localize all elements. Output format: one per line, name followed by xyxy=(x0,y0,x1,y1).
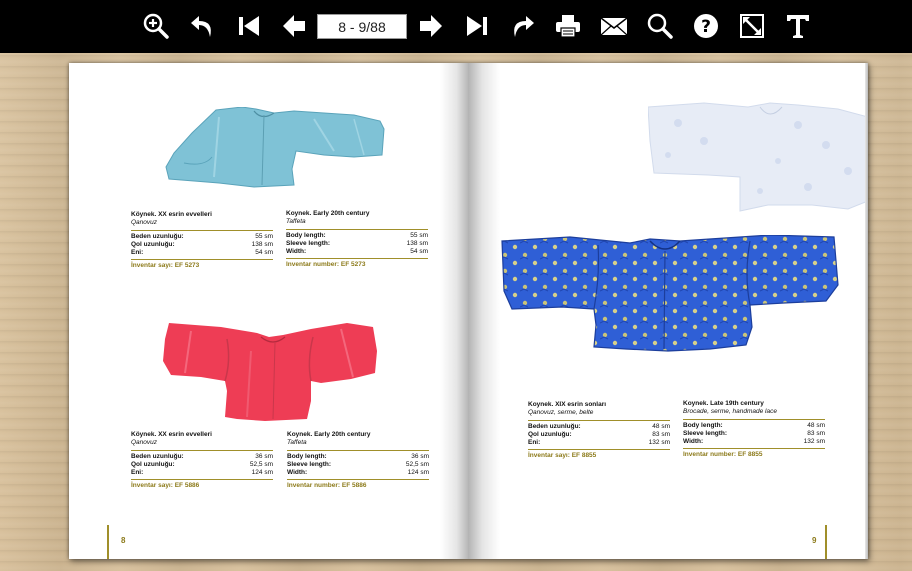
caption-title: Koynek. Early 20th century xyxy=(287,431,371,438)
page-number: 9 xyxy=(812,536,817,545)
zoom-in-button[interactable] xyxy=(139,9,173,43)
search-icon xyxy=(646,12,674,40)
caption-row: Eni: 124 sm xyxy=(131,469,273,476)
caption-subtitle: Taffeta xyxy=(286,218,306,225)
inventory-number: Inventar number: EF 5273 xyxy=(286,258,428,269)
caption-row: Beden uzunluğu: 36 sm xyxy=(131,453,273,460)
caption-subtitle: Qanovuz, serme, belte xyxy=(528,409,594,416)
right-page[interactable] xyxy=(468,63,868,559)
caption-item1-az xyxy=(131,211,273,270)
prev-page-button[interactable] xyxy=(277,9,311,43)
caption-row: Eni: 54 sm xyxy=(131,249,273,256)
first-page-button[interactable] xyxy=(232,9,266,43)
caption-subtitle: Brocade, serme, handmade lace xyxy=(683,408,777,415)
caption-row: Beden uzunluğu: 48 sm xyxy=(528,423,670,430)
fullscreen-button[interactable] xyxy=(735,9,769,43)
caption-item2-az xyxy=(131,431,273,490)
next-page-icon xyxy=(417,12,445,40)
caption-item1-en xyxy=(286,210,428,269)
caption-title: Koynek. Early 20th century xyxy=(286,210,370,217)
inventory-number: Inventar number: EF 5886 xyxy=(287,479,429,490)
last-page-icon xyxy=(463,12,491,40)
caption-subtitle: Qanovuz xyxy=(131,219,158,226)
garment-image-red xyxy=(161,321,379,423)
forward-button[interactable] xyxy=(505,9,539,43)
caption-item3-en xyxy=(683,400,825,459)
inventory-number: Inventar number: EF 8855 xyxy=(683,448,825,459)
next-page-button[interactable] xyxy=(414,9,448,43)
caption-row: Width: 124 sm xyxy=(287,469,429,476)
mail-icon xyxy=(600,12,628,40)
caption-row: Width: 54 sm xyxy=(286,248,428,255)
caption-title: Koynek. XIX esrin sonları xyxy=(528,401,607,408)
caption-row: Sleeve length: 52,5 sm xyxy=(287,461,429,468)
caption-row: Body length: 48 sm xyxy=(683,422,825,429)
caption-title: Koynek. Late 19th century xyxy=(683,400,764,407)
caption-item3-az xyxy=(528,401,670,460)
fullscreen-icon xyxy=(738,12,766,40)
caption-title: Köynek. XX esrin evvelleri xyxy=(131,211,212,218)
spine-shadow xyxy=(468,63,500,559)
caption-item2-en xyxy=(287,431,429,490)
page-number-bar xyxy=(107,525,109,559)
caption-title: Köynek. XX esrin evvelleri xyxy=(131,431,212,438)
inventory-number: İnventar sayı: EF 5273 xyxy=(131,259,273,270)
text-icon xyxy=(784,12,812,40)
caption-row: Qol uzunluğu: 138 sm xyxy=(131,241,273,248)
print-icon xyxy=(554,12,582,40)
page-number-bar xyxy=(825,525,827,559)
toolbar xyxy=(0,0,912,53)
caption-row: Sleeve length: 83 sm xyxy=(683,430,825,437)
caption-row: Eni: 132 sm xyxy=(528,439,670,446)
book-spread xyxy=(69,63,868,559)
page-edge xyxy=(865,63,868,559)
caption-row: Width: 132 sm xyxy=(683,438,825,445)
caption-row: Body length: 55 sm xyxy=(286,232,428,239)
inventory-number: İnventar sayı: EF 8855 xyxy=(528,449,670,460)
forward-arrow-icon xyxy=(508,12,536,40)
garment-image-royal-blue xyxy=(500,235,840,353)
last-page-button[interactable] xyxy=(460,9,494,43)
left-page[interactable] xyxy=(69,63,468,559)
caption-subtitle: Taffeta xyxy=(287,439,307,446)
garment-image-light-blue xyxy=(164,107,386,191)
search-button[interactable] xyxy=(643,9,677,43)
caption-subtitle: Qanovuz xyxy=(131,439,158,446)
garment-image-white-lace xyxy=(648,101,868,213)
help-button[interactable] xyxy=(689,9,723,43)
inventory-number: İnventar sayı: EF 5886 xyxy=(131,479,273,490)
caption-row: Sleeve length: 138 sm xyxy=(286,240,428,247)
caption-row: Beden uzunluğu: 55 sm xyxy=(131,233,273,240)
caption-row: Qol uzunluğu: 83 sm xyxy=(528,431,670,438)
page-indicator-field[interactable] xyxy=(317,14,407,39)
svg-text:?: ? xyxy=(701,17,711,37)
first-page-icon xyxy=(235,12,263,40)
zoom-in-icon xyxy=(142,12,170,40)
caption-row: Qol uzunluğu: 52,5 sm xyxy=(131,461,273,468)
back-button[interactable] xyxy=(186,9,220,43)
caption-row: Body length: 36 sm xyxy=(287,453,429,460)
back-arrow-icon xyxy=(189,12,217,40)
print-button[interactable] xyxy=(551,9,585,43)
text-button[interactable] xyxy=(781,9,815,43)
mail-button[interactable] xyxy=(597,9,631,43)
page-number: 8 xyxy=(121,536,126,545)
prev-page-icon xyxy=(280,12,308,40)
help-icon xyxy=(692,12,720,40)
spine-shadow xyxy=(440,63,468,559)
